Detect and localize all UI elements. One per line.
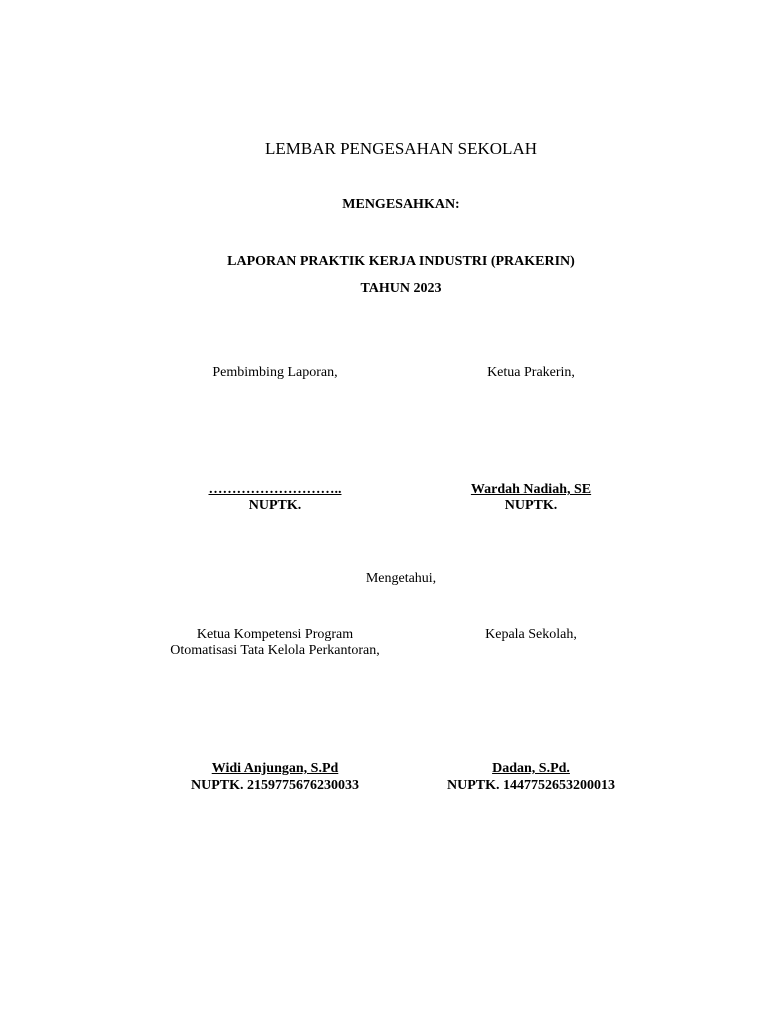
committee-chair-role: Ketua Prakerin, (487, 365, 575, 380)
supervisor-name-placeholder (150, 483, 400, 497)
principal-role: Kepala Sekolah, (485, 627, 577, 642)
committee-chair-name-wrap (405, 483, 657, 497)
program-head-name-wrap (140, 762, 410, 776)
principal-name: Dadan, S.Pd. (492, 761, 570, 776)
committee-chair-name: Wardah Nadiah, SE (470, 482, 592, 497)
report-title-line1: LAPORAN PRAKTIK KERJA INDUSTRI (PRAKERIN) (227, 254, 575, 269)
principal-id: NUPTK. 1447752653200013 (447, 778, 615, 793)
report-title-line2: TAHUN 2023 (360, 281, 442, 296)
program-head-role (140, 627, 410, 659)
committee-chair-id: NUPTK. (504, 498, 558, 513)
subtitle: MENGESAHKAN: (342, 197, 460, 212)
program-head-name: Widi Anjungan, S.Pd (211, 761, 339, 776)
supervisor-role: Pembimbing Laporan, (212, 365, 338, 380)
supervisor-name: ……………………….. (208, 482, 342, 497)
program-head-role-line2: Otomatisasi Tata Kelola Perkantoran, (170, 643, 380, 658)
page-title: LEMBAR PENGESAHAN SEKOLAH (264, 139, 537, 158)
program-head-role-line1: Ketua Kompetensi Program (196, 627, 354, 642)
program-head-id: NUPTK. 2159775676230033 (191, 778, 359, 793)
acknowledge-label: Mengetahui, (365, 571, 437, 586)
supervisor-id: NUPTK. (248, 498, 302, 513)
principal-name-wrap (405, 762, 657, 776)
